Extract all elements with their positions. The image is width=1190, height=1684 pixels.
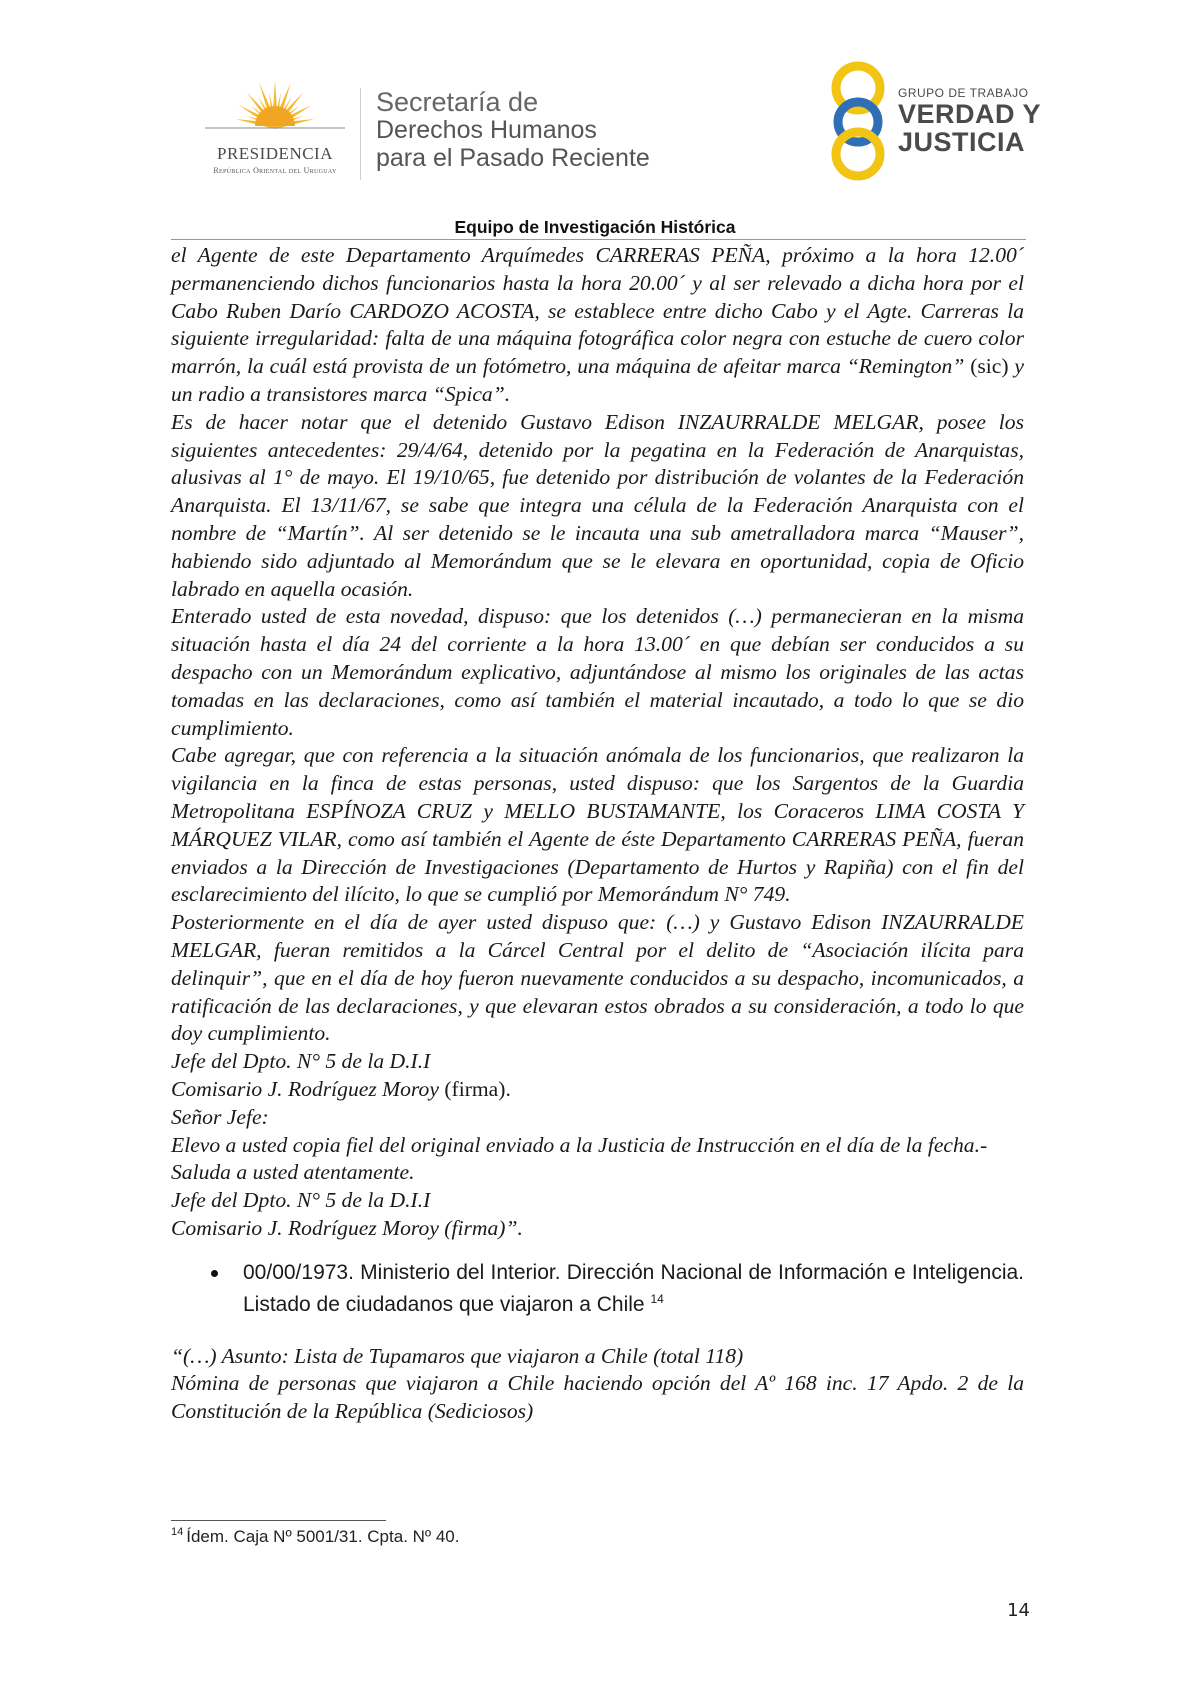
secretaria-line-3: para el Pasado Reciente (376, 144, 650, 172)
signature-line-2 (171, 1076, 1024, 1104)
bullet-text: 00/00/1973. Ministerio del Interior. Dirección Nacional de Información e Inteligencia. Listado de ciudadanos que viajaron a Chile (243, 1260, 1024, 1316)
grupo-trabajo-text (898, 86, 1041, 156)
paragraph-2: Es de hacer notar que el detenido Gustavo Edison INZAURRALDE MELGAR, posee los siguientes antecedentes: 29/4/64, detenido por la pegatina en la Federación de Anarquistas, alusivas al 1° de mayo. El 19/10/65, fue detenido por distribución de volantes de la Federación Anarquista. El 13/11/67, se sabe que integra una célula de la Federación Anarquista con el nombre de “Martín”. Al ser detenido se le incauta una sub ametralladora marca “Mauser”, habiendo sido adjuntado al Memorándum que se le elevara en oportunidad, copia de Oficio labrado en aquella ocasión. (171, 409, 1024, 601)
signature-firma: (firma). (444, 1076, 511, 1101)
rings-logo-icon (820, 58, 900, 182)
signature-line-4: Comisario J. Rodríguez Moroy (firma)”. (171, 1215, 523, 1240)
paragraph-1 (171, 242, 1024, 409)
quote-block (171, 1343, 1024, 1426)
header-divider (360, 88, 361, 180)
signature-line-1: Jefe del Dpto. N° 5 de la D.I.I (171, 1049, 431, 1074)
paragraph-1-text-b: y un radio a transistores marca “Spica”. (171, 354, 1024, 406)
footnote-reference[interactable]: 14 (650, 1291, 664, 1306)
secretaria-line-1: Secretaría de (376, 87, 539, 117)
sic-note: (sic) (970, 354, 1009, 379)
team-heading: Equipo de Investigación Histórica (454, 217, 736, 237)
grupo-line-2: VERDAD Y (898, 99, 1042, 129)
footnote-text: Ídem. Caja Nº 5001/31. Cpta. Nº 40. (186, 1527, 460, 1546)
paragraph-1-text-a: el Agente de este Departamento Arquímedes CARRERAS PEÑA, próximo a la hora 12.00´ permanenciendo dichos funcionarios hasta la hora 20.00´ y al ser relevado a dicha hora por el Cabo Ruben Darío CARDOZO ACOSTA, se establece entre dicho Cabo y el Agte. Carreras la siguiente irregularidad: falta de una máquina fotográfica color negra con estuche de cuero color marrón, la cuál está provista de un fotómetro, una máquina de afeitar marca “Remington” (171, 243, 1024, 379)
quote-line-2: Nómina de personas que viajaron a Chile haciendo opción del Aº 168 inc. 17 Apdo. 2 de la Constitución de la República (Sediciosos) (171, 1371, 1024, 1424)
bullet-icon (211, 1270, 218, 1277)
presidencia-logo (195, 78, 355, 178)
secretaria-line-2: Derechos Humanos (376, 116, 597, 144)
footnote-rule (171, 1520, 386, 1521)
closing-line: Saluda a usted atentamente. (171, 1160, 415, 1185)
grupo-line-1: GRUPO DE TRABAJO (898, 86, 1029, 100)
quote-line-1: “(…) Asunto: Lista de Tupamaros que viajaron a Chile (total 118) (171, 1343, 744, 1368)
footnote (171, 1527, 459, 1547)
paragraph-3: Enterado usted de esta novedad, dispuso: que los detenidos (…) permanecieran en la misma situación hasta el día 24 del corriente a la hora 13.00´ en que debían ser conducidos a su despacho con un Memorándum explicativo, adjuntándose al mismo los originales de las actas tomadas en las declaraciones, como así también el material incautado, a todo lo que se dio cumplimiento. (171, 604, 1024, 740)
footnote-number: 14 (171, 1526, 184, 1539)
bullet-item (171, 1257, 1024, 1321)
page-header (0, 0, 1190, 237)
paragraph-4: Cabe agregar, que con referencia a la situación anómala de los funcionarios, que realizaron la vigilancia en la finca de estas personas, usted dispuso: que los Sargentos de la Guardia Metropolitana ESPÍNOZA CRUZ y MELLO BUSTAMANTE, los Coraceros LIMA COSTA Y MÁRQUEZ VILAR, como así también el Agente de éste Departamento CARRERAS PEÑA, fueran enviados a la Dirección de Investigaciones (Departamento de Hurtos y Rapiña) con el fin del esclarecimiento del ilícito, lo que se cumplió por Memorándum N° 749. (171, 743, 1024, 907)
page-number: 14 (1007, 1600, 1030, 1621)
paragraph-5: Posteriormente en el día de ayer usted dispuso que: (…) y Gustavo Edison INZAURRALDE MELGAR, fueran remitidos a la Cárcel Central por el delito de “Asociación ilícita para delinquir”, que en el día de hoy fueron nuevamente conducidos a su despacho, incomunicados, a ratificación de las declaraciones, y que elevaran estos obrados a su consideración, a todo lo que doy cumplimiento. (171, 910, 1024, 1046)
presidencia-subtitle: República Oriental del Uruguay (213, 166, 337, 175)
grupo-line-3: JUSTICIA (898, 127, 1026, 157)
secretaria-title (376, 88, 650, 172)
paragraph-6: Elevo a usted copia fiel del original enviado a la Justicia de Instrucción en el día de la fecha.- (171, 1132, 988, 1157)
sun-logo-icon (195, 78, 355, 148)
document-body (171, 242, 1024, 1426)
salutation: Señor Jefe: (171, 1104, 269, 1129)
header-rule (171, 239, 1026, 240)
signature-name: Comisario J. Rodríguez Moroy (171, 1076, 445, 1101)
presidencia-name: PRESIDENCIA (216, 144, 333, 163)
signature-line-3: Jefe del Dpto. N° 5 de la D.I.I (171, 1188, 431, 1213)
